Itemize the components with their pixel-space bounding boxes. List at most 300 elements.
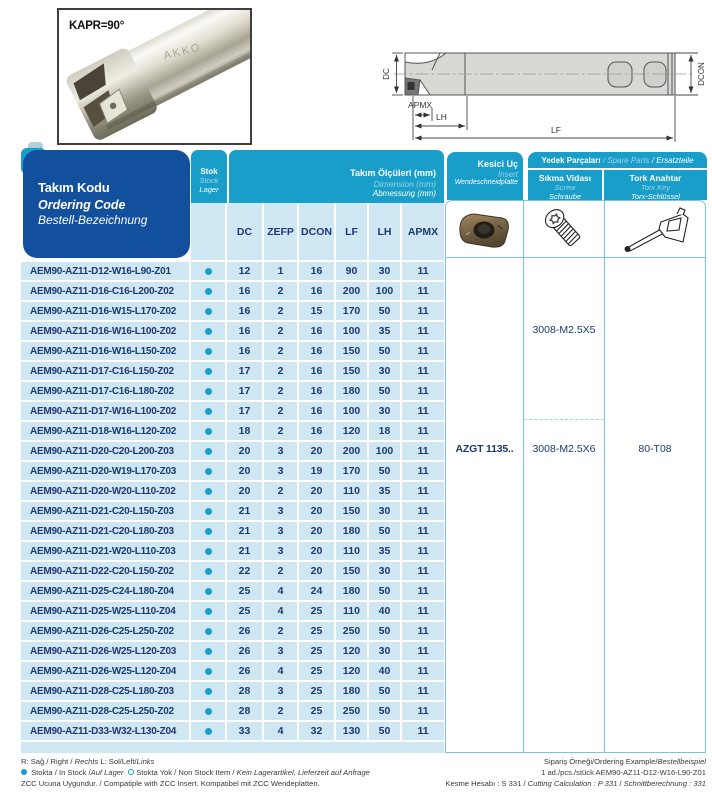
lh-value-cell: 40 (369, 602, 400, 620)
lh-value-cell: 50 (369, 622, 400, 640)
zefp-value-cell: 2 (264, 422, 297, 440)
screw-drawing (538, 204, 590, 254)
apmx-value-cell: 11 (402, 302, 444, 320)
dc-value-cell: 16 (227, 342, 262, 360)
dcon-value-cell: 16 (299, 362, 334, 380)
stock-status-cell (191, 702, 225, 720)
lh-value-cell: 100 (369, 442, 400, 460)
footer-text-italic: Auf Lager (90, 768, 124, 777)
ordering-code-cell: AEM90-AZ11-D25-C24-L180-Z04 (21, 582, 189, 600)
footer-text: Stokta Yok / Non Stock Item / (136, 768, 237, 777)
stock-header-tr: Stok (200, 167, 218, 176)
apmx-value-cell: 11 (402, 462, 444, 480)
lf-value-cell: 250 (336, 702, 367, 720)
apmx-value-cell: 11 (402, 402, 444, 420)
column-header-zefp: ZEFP (264, 203, 297, 260)
in-stock-dot-icon (205, 568, 212, 575)
kapr-angle-label: KAPR=90° (69, 20, 125, 32)
in-stock-dot-icon (205, 448, 212, 455)
in-stock-dot-icon (205, 668, 212, 675)
footer-text: Sipariş Örneği/Ordering Example/ (543, 757, 658, 766)
dcon-value-cell: 16 (299, 322, 334, 340)
apmx-value-cell: 11 (402, 422, 444, 440)
insert-header-en: Insert (497, 170, 518, 179)
dc-value-cell: 18 (227, 422, 262, 440)
lf-value-cell: 180 (336, 682, 367, 700)
footer-text-italic: Rechts (74, 757, 99, 766)
spare-parts-columns (445, 200, 706, 753)
lf-value-cell: 120 (336, 642, 367, 660)
lh-value-cell: 18 (369, 422, 400, 440)
lh-dimension-label: LH (436, 112, 447, 122)
lh-value-cell: 35 (369, 322, 400, 340)
zefp-value-cell: 4 (264, 582, 297, 600)
stock-status-cell (191, 282, 225, 300)
footer-text-italic: Schnittberechnung : 331 (623, 779, 706, 788)
dc-dimension-label: DC (382, 68, 391, 80)
dcon-value-cell: 20 (299, 442, 334, 460)
zefp-value-cell: 4 (264, 662, 297, 680)
lh-value-cell: 50 (369, 722, 400, 740)
footer-text-italic: Kein Lagerartikel, Lieferzeit auf Anfrage (236, 768, 370, 777)
dcon-value-cell: 16 (299, 382, 334, 400)
footer-text: 1 ad./pcs./stück AEM90-AZ11-D12-W16-L90-Z01 (541, 768, 706, 777)
lf-value-cell: 100 (336, 402, 367, 420)
spare-band-tr: Yedek Parçaları (541, 156, 601, 165)
lf-value-cell: 90 (336, 262, 367, 280)
in-stock-dot-icon (205, 708, 212, 715)
lf-value-cell: 130 (336, 722, 367, 740)
screw-header-en: Screw (554, 182, 576, 192)
brand-engraving: AKKO (162, 41, 203, 63)
ordering-code-cell: AEM90-AZ11-D21-C20-L180-Z03 (21, 522, 189, 540)
ordering-code-cell: AEM90-AZ11-D20-W19-L170-Z03 (21, 462, 189, 480)
footer-direction-legend (21, 756, 370, 767)
spare-band-sep2: / (649, 156, 657, 165)
stock-status-cell (191, 482, 225, 500)
in-stock-dot-icon (205, 728, 212, 735)
lf-value-cell: 110 (336, 602, 367, 620)
zefp-value-cell: 2 (264, 702, 297, 720)
column-header-lf: LF (336, 203, 367, 260)
column-header-dc: DC (227, 203, 262, 260)
apmx-value-cell: 11 (402, 322, 444, 340)
dc-value-cell: 17 (227, 362, 262, 380)
zefp-value-cell: 4 (264, 722, 297, 740)
torx-key-image-cell (605, 202, 705, 256)
lf-value-cell: 200 (336, 282, 367, 300)
apmx-value-cell: 11 (402, 722, 444, 740)
dims-header-en: Dimension (mm) (373, 179, 436, 189)
screw-value-upper: 3008-M2.5X5 (532, 324, 596, 336)
footer-notes-right (445, 756, 706, 789)
stock-status-cell (191, 542, 225, 560)
footer-text: Kesme Hesabı : S 331 / (445, 779, 528, 788)
insert-image-cell (446, 202, 523, 256)
in-stock-dot-icon (205, 648, 212, 655)
ordering-code-cell: AEM90-AZ11-D16-W15-L170-Z02 (21, 302, 189, 320)
dcon-value-cell: 25 (299, 642, 334, 660)
dcon-value-cell: 15 (299, 302, 334, 320)
stock-status-cell (191, 262, 225, 280)
lh-value-cell: 50 (369, 342, 400, 360)
stock-status-cell (191, 522, 225, 540)
dc-value-cell: 25 (227, 582, 262, 600)
in-stock-dot-icon (205, 308, 212, 315)
ordering-code-cell: AEM90-AZ11-D17-C16-L150-Z02 (21, 362, 189, 380)
torx-key-value: 80-T08 (638, 443, 672, 455)
dc-value-cell: 28 (227, 682, 262, 700)
ordering-code-cell: AEM90-AZ11-D20-C20-L200-Z03 (21, 442, 189, 460)
footer-text-italic: Cutting Calculation : P 331 (527, 779, 618, 788)
dimensions-header (229, 150, 444, 203)
in-stock-dot-icon (205, 348, 212, 355)
apmx-value-cell: 11 (402, 662, 444, 680)
lf-value-cell: 250 (336, 622, 367, 640)
dc-value-cell: 22 (227, 562, 262, 580)
zefp-value-cell: 3 (264, 522, 297, 540)
lf-value-cell: 100 (336, 322, 367, 340)
code-header-en: Ordering Code (38, 198, 126, 212)
in-stock-dot-icon (205, 268, 212, 275)
ordering-code-cell: AEM90-AZ11-D21-W20-L110-Z03 (21, 542, 189, 560)
ordering-code-cell: AEM90-AZ11-D21-C20-L150-Z03 (21, 502, 189, 520)
footer-text: L: Sol/Left/ (98, 757, 137, 766)
zefp-value-cell: 2 (264, 322, 297, 340)
footer-notes-left (21, 756, 370, 789)
torx-column-header (604, 170, 707, 201)
stock-status-cell (191, 442, 225, 460)
lf-value-cell: 200 (336, 442, 367, 460)
lf-value-cell: 170 (336, 462, 367, 480)
column-header-lh: LH (369, 203, 400, 260)
screw-header-de: Schraube (548, 191, 582, 201)
lf-value-cell: 150 (336, 502, 367, 520)
footer-text-italic: Links (136, 757, 155, 766)
table-filler (21, 742, 444, 753)
apmx-value-cell: 11 (402, 622, 444, 640)
in-stock-dot-icon (205, 368, 212, 375)
spare-band-de: Ersatzteile (656, 156, 694, 165)
apmx-value-cell: 11 (402, 642, 444, 660)
in-stock-dot-icon (205, 628, 212, 635)
dc-value-cell: 20 (227, 442, 262, 460)
dcon-value-cell: 25 (299, 682, 334, 700)
dc-value-cell: 16 (227, 282, 262, 300)
lf-value-cell: 120 (336, 422, 367, 440)
dcon-value-cell: 25 (299, 602, 334, 620)
in-stock-dot-icon (205, 508, 212, 515)
torx-header-de: Torx-Schlüssel (631, 191, 680, 201)
lf-value-cell: 150 (336, 342, 367, 360)
ordering-code-cell: AEM90-AZ11-D16-W16-L100-Z02 (21, 322, 189, 340)
lf-value-cell: 180 (336, 582, 367, 600)
ordering-code-cell: AEM90-AZ11-D12-W16-L90-Z01 (21, 262, 189, 280)
dcon-value-cell: 19 (299, 462, 334, 480)
stock-status-cell (191, 362, 225, 380)
code-header-tr: Takım Kodu (38, 180, 110, 195)
dc-value-cell: 26 (227, 662, 262, 680)
dcon-value-cell: 20 (299, 482, 334, 500)
zefp-value-cell: 3 (264, 442, 297, 460)
dc-value-cell: 33 (227, 722, 262, 740)
dcon-value-cell: 20 (299, 522, 334, 540)
dc-value-cell: 16 (227, 322, 262, 340)
insert-header-de: Wendeschneidplatte (454, 179, 518, 186)
dc-value-cell: 28 (227, 702, 262, 720)
stock-header-de: Lager (199, 185, 219, 194)
dc-value-cell: 17 (227, 382, 262, 400)
stock-status-cell (191, 642, 225, 660)
dcon-value-cell: 16 (299, 422, 334, 440)
insert-header-tr: Kesici Uç (477, 159, 518, 169)
footer-ordering-example (445, 767, 706, 778)
dc-value-cell: 26 (227, 642, 262, 660)
ordering-code-cell: AEM90-AZ11-D28-C25-L180-Z03 (21, 682, 189, 700)
stock-status-cell (191, 302, 225, 320)
dc-value-cell: 26 (227, 622, 262, 640)
zefp-value-cell: 2 (264, 342, 297, 360)
screw-section-divider (524, 419, 604, 420)
dc-value-cell: 17 (227, 402, 262, 420)
lf-value-cell: 110 (336, 542, 367, 560)
zefp-value-cell: 1 (264, 262, 297, 280)
footer-text: R: Sağ / Right / (21, 757, 75, 766)
footer-ordering-example-title (445, 756, 706, 767)
insert-column-header (447, 152, 523, 200)
dc-value-cell: 16 (227, 302, 262, 320)
dcon-value-cell: 25 (299, 702, 334, 720)
dcon-value-cell: 20 (299, 542, 334, 560)
zefp-value-cell: 2 (264, 282, 297, 300)
lh-value-cell: 30 (369, 402, 400, 420)
apmx-dimension-label: APMX (408, 100, 433, 110)
dcon-value-cell: 24 (299, 582, 334, 600)
lh-value-cell: 30 (369, 642, 400, 660)
apmx-value-cell: 11 (402, 382, 444, 400)
ordering-code-header (23, 150, 190, 258)
zefp-value-cell: 4 (264, 602, 297, 620)
column-divider (604, 201, 605, 752)
dcon-value-cell: 25 (299, 622, 334, 640)
lh-value-cell: 40 (369, 662, 400, 680)
ordering-code-cell: AEM90-AZ11-D18-W16-L120-Z02 (21, 422, 189, 440)
column-header-dcon: DCON (299, 203, 334, 260)
stock-header-en: Stock (199, 176, 219, 185)
stock-status-cell (191, 682, 225, 700)
ordering-code-cell: AEM90-AZ11-D17-C16-L180-Z02 (21, 382, 189, 400)
zefp-value-cell: 2 (264, 622, 297, 640)
zefp-value-cell: 3 (264, 542, 297, 560)
insert-order-value: AZGT 1135.. (455, 443, 514, 455)
stock-status-cell (191, 322, 225, 340)
stock-status-cell (191, 342, 225, 360)
dcon-value-cell: 20 (299, 502, 334, 520)
stock-status-cell (191, 562, 225, 580)
in-stock-dot-icon (205, 408, 212, 415)
ordering-code-cell: AEM90-AZ11-D26-W25-L120-Z03 (21, 642, 189, 660)
zefp-value-cell: 2 (264, 562, 297, 580)
lf-value-cell: 120 (336, 662, 367, 680)
stock-status-cell (191, 502, 225, 520)
apmx-value-cell: 11 (402, 502, 444, 520)
lh-value-cell: 50 (369, 582, 400, 600)
stock-status-cell (191, 422, 225, 440)
lh-value-cell: 30 (369, 262, 400, 280)
in-stock-dot-icon (205, 588, 212, 595)
apmx-value-cell: 11 (402, 362, 444, 380)
in-stock-dot-icon (205, 388, 212, 395)
dc-value-cell: 21 (227, 542, 262, 560)
footer-text-italic: Bestellbeispiel (657, 757, 706, 766)
stock-status-cell (191, 722, 225, 740)
in-stock-dot-icon (21, 769, 27, 775)
in-stock-dot-icon (205, 488, 212, 495)
apmx-value-cell: 11 (402, 582, 444, 600)
lh-value-cell: 100 (369, 282, 400, 300)
ordering-code-cell: AEM90-AZ11-D20-W20-L110-Z02 (21, 482, 189, 500)
lh-value-cell: 50 (369, 682, 400, 700)
lh-value-cell: 50 (369, 702, 400, 720)
lh-value-cell: 50 (369, 302, 400, 320)
lf-value-cell: 180 (336, 382, 367, 400)
zefp-value-cell: 2 (264, 362, 297, 380)
spare-band-sep1: / (600, 156, 608, 165)
in-stock-dot-icon (205, 528, 212, 535)
footer-text: / (617, 779, 624, 788)
zefp-value-cell: 2 (264, 302, 297, 320)
zefp-value-cell: 2 (264, 402, 297, 420)
lh-value-cell: 30 (369, 562, 400, 580)
dcon-value-cell: 16 (299, 282, 334, 300)
dcon-value-cell: 16 (299, 262, 334, 280)
lh-value-cell: 35 (369, 542, 400, 560)
stock-status-cell (191, 402, 225, 420)
in-stock-dot-icon (205, 468, 212, 475)
zefp-value-cell: 2 (264, 382, 297, 400)
apmx-value-cell: 11 (402, 602, 444, 620)
dc-value-cell: 20 (227, 462, 262, 480)
column-header-apmx: APMX (402, 203, 444, 260)
footer-compatibility-note (21, 778, 370, 789)
apmx-value-cell: 11 (402, 262, 444, 280)
ordering-code-cell: AEM90-AZ11-D16-W16-L150-Z02 (21, 342, 189, 360)
product-photo-frame (57, 8, 252, 145)
apmx-value-cell: 11 (402, 342, 444, 360)
zefp-value-cell: 3 (264, 502, 297, 520)
lf-value-cell: 110 (336, 482, 367, 500)
lh-value-cell: 35 (369, 482, 400, 500)
lf-dimension-label: LF (551, 125, 561, 135)
apmx-value-cell: 11 (402, 542, 444, 560)
footer-stock-legend (21, 767, 370, 778)
non-stock-circle-icon (128, 769, 135, 776)
ordering-code-cell: AEM90-AZ11-D25-W25-L110-Z04 (21, 602, 189, 620)
stock-status-cell (191, 662, 225, 680)
lh-value-cell: 50 (369, 382, 400, 400)
in-stock-dot-icon (205, 548, 212, 555)
torx-header-tr: Tork Anahtar (629, 172, 682, 183)
footer-text (124, 768, 126, 777)
in-stock-dot-icon (205, 288, 212, 295)
apmx-value-cell: 11 (402, 562, 444, 580)
screw-header-tr: Sıkma Vidası (538, 172, 592, 183)
dcon-dimension-label: DCON (697, 62, 706, 86)
in-stock-dot-icon (205, 688, 212, 695)
stock-status-cell (191, 382, 225, 400)
screw-column-header (528, 170, 602, 201)
lh-value-cell: 30 (369, 502, 400, 520)
dims-header-tr: Takım Ölçüleri (mm) (350, 168, 436, 178)
apmx-value-cell: 11 (402, 282, 444, 300)
lf-value-cell: 180 (336, 522, 367, 540)
footer-text: Stokta / In Stock / (29, 768, 91, 777)
dc-value-cell: 25 (227, 602, 262, 620)
dcon-value-cell: 16 (299, 342, 334, 360)
in-stock-dot-icon (205, 328, 212, 335)
column-divider (523, 201, 524, 752)
ordering-code-cell: AEM90-AZ11-D22-C20-L150-Z02 (21, 562, 189, 580)
torx-key-drawing (617, 204, 693, 254)
lf-value-cell: 170 (336, 302, 367, 320)
ordering-code-cell: AEM90-AZ11-D28-C25-L250-Z02 (21, 702, 189, 720)
lh-value-cell: 50 (369, 522, 400, 540)
insert-photo (452, 205, 518, 253)
zefp-value-cell: 3 (264, 642, 297, 660)
lh-value-cell: 50 (369, 462, 400, 480)
dcon-value-cell: 32 (299, 722, 334, 740)
apmx-value-cell: 11 (402, 442, 444, 460)
dc-value-cell: 12 (227, 262, 262, 280)
screw-image-cell (524, 202, 604, 256)
spare-parts-band (528, 152, 707, 168)
stock-status-cell (191, 462, 225, 480)
ordering-code-cell: AEM90-AZ11-D17-W16-L100-Z02 (21, 402, 189, 420)
dc-value-cell: 21 (227, 502, 262, 520)
ordering-code-cell: AEM90-AZ11-D16-C16-L200-Z02 (21, 282, 189, 300)
dcon-value-cell: 25 (299, 662, 334, 680)
image-row-divider (446, 257, 705, 258)
torx-header-en: Torx Key (640, 182, 671, 192)
dimension-drawing (380, 12, 712, 145)
ordering-table (21, 203, 444, 753)
screw-value-lower: 3008-M2.5X6 (532, 443, 596, 455)
dc-value-cell: 21 (227, 522, 262, 540)
dims-header-de: Abmessung (mm) (372, 189, 436, 198)
dc-value-cell: 20 (227, 482, 262, 500)
apmx-value-cell: 11 (402, 482, 444, 500)
ordering-code-cell: AEM90-AZ11-D26-W25-L120-Z04 (21, 662, 189, 680)
in-stock-dot-icon (205, 608, 212, 615)
zefp-value-cell: 3 (264, 462, 297, 480)
code-header-de: Bestell-Bezeichnung (38, 213, 148, 227)
spare-band-en: Spare Parts (607, 156, 650, 165)
zefp-value-cell: 3 (264, 682, 297, 700)
footer-cutting-calculation (445, 778, 706, 789)
stock-status-cell (191, 622, 225, 640)
lh-value-cell: 30 (369, 362, 400, 380)
ordering-code-cell: AEM90-AZ11-D26-C25-L250-Z02 (21, 622, 189, 640)
dcon-value-cell: 20 (299, 562, 334, 580)
zefp-value-cell: 2 (264, 482, 297, 500)
stock-status-cell (191, 582, 225, 600)
in-stock-dot-icon (205, 428, 212, 435)
lf-value-cell: 150 (336, 362, 367, 380)
stock-column-cell (191, 203, 225, 260)
footer-text: ZCC Ucuna Uygundur. / Compatiple with ZCC Insert. Kompatibel mit ZCC Wendeplatten. (21, 779, 320, 788)
ordering-code-cell: AEM90-AZ11-D33-W32-L130-Z04 (21, 722, 189, 740)
apmx-value-cell: 11 (402, 682, 444, 700)
